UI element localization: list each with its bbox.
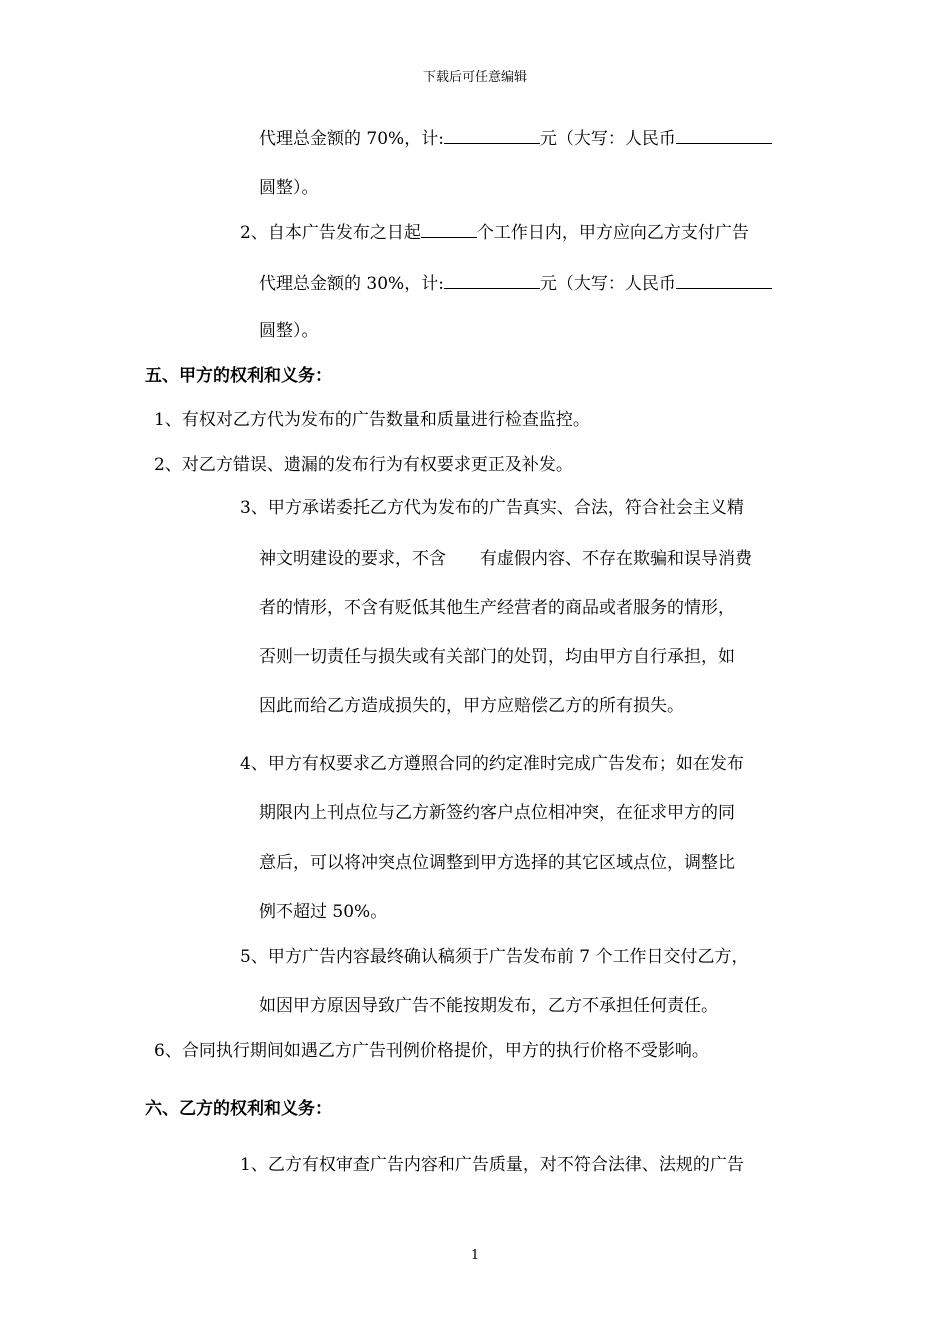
body-line <box>259 272 772 295</box>
body-line <box>259 127 772 150</box>
section-heading: 五、甲方的权利和义务： <box>145 366 332 386</box>
body-line: 意后，可以将冲突点位调整到甲方选择的其它区域点位，调整比 <box>259 853 735 873</box>
body-line: 3、甲方承诺委托乙方代为发布的广告真实、合法，符合社会主义精 <box>240 498 744 518</box>
fill-blank <box>444 127 540 144</box>
text: 代理总金额的 70%，计: <box>259 129 444 149</box>
section-heading: 六、乙方的权利和义务： <box>145 1099 332 1119</box>
body-line: 因此而给乙方造成损失的，甲方应赔偿乙方的所有损失。 <box>259 696 684 716</box>
body-line: 否则一切责任与损失或有关部门的处罚，均由甲方自行承担，如 <box>259 647 735 667</box>
fill-blank <box>676 272 772 289</box>
text: 代理总金额的 30%，计: <box>259 274 444 294</box>
body-line: 神文明建设的要求，不含 有虚假内容、不存在欺骗和误导消费 <box>259 549 752 569</box>
body-line: 2、对乙方错误、遗漏的发布行为有权要求更正及补发。 <box>154 455 573 475</box>
body-line: 如因甲方原因导致广告不能按期发布，乙方不承担任何责任。 <box>259 996 718 1016</box>
body-line: 者的情形，不含有贬低其他生产经营者的商品或者服务的情形， <box>259 598 735 618</box>
body-line: 1、乙方有权审查广告内容和广告质量，对不符合法律、法规的广告 <box>240 1155 744 1175</box>
text: 元（大写：人民币 <box>539 274 676 294</box>
body-line: 例不超过 50%。 <box>259 902 388 922</box>
text: 元（大写：人民币 <box>539 129 676 149</box>
fill-blank <box>676 127 772 144</box>
fill-blank <box>421 221 477 238</box>
body-line: 5、甲方广告内容最终确认稿须于广告发布前 7 个工作日交付乙方， <box>240 947 749 967</box>
body-line: 1、有权对乙方代为发布的广告数量和质量进行检查监控。 <box>154 410 590 430</box>
text: 个工作日内，甲方应向乙方支付广告 <box>476 223 749 243</box>
page-header: 下载后可任意编辑 <box>422 70 527 85</box>
body-line: 圆整）。 <box>259 178 319 198</box>
body-line: 4、甲方有权要求乙方遵照合同的约定准时完成广告发布；如在发布 <box>240 754 744 774</box>
body-line: 6、合同执行期间如遇乙方广告刊例价格提价，甲方的执行价格不受影响。 <box>154 1041 709 1061</box>
page-number: 1 <box>470 1248 480 1263</box>
body-line: 期限内上刊点位与乙方新签约客户点位相冲突，在征求甲方的同 <box>259 803 735 823</box>
body-line: 圆整）。 <box>259 321 319 341</box>
fill-blank <box>444 272 540 289</box>
text: 2、自本广告发布之日起 <box>240 223 421 243</box>
body-line <box>240 221 749 244</box>
